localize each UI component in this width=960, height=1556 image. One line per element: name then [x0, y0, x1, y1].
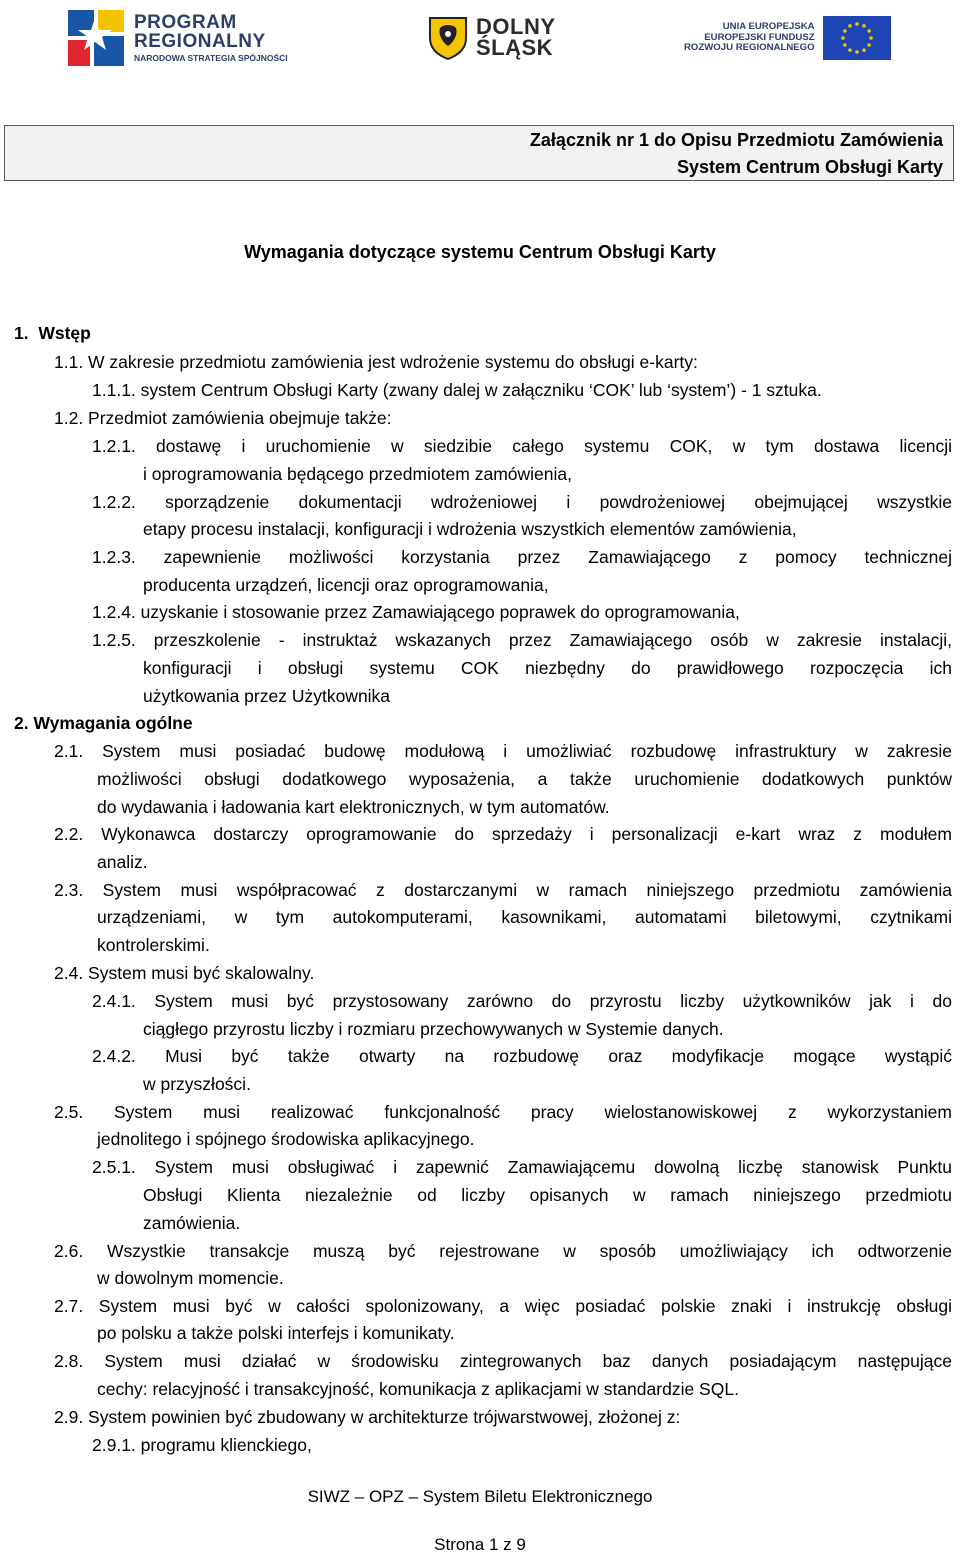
logo-text-ue: UNIA EUROPEJSKA: [722, 21, 815, 33]
logo-text-slask: ŚLĄSK: [476, 35, 554, 60]
text-line: kontrolerskimi.: [97, 935, 210, 955]
logo-text-regionalny: REGIONALNY: [134, 31, 266, 53]
text-line: po polsku a także polski interfejs i komunikaty.: [97, 1323, 455, 1343]
text-line: urządzeniami, w tym autokomputerami, kasownikami, automatami biletowymi, czytnikami: [97, 907, 952, 927]
footer-page-number: Strona 1 z 9: [434, 1535, 526, 1554]
text-line: 1.1. W zakresie przedmiotu zamówienia jest wdrożenie systemu do obsługi e-karty:: [54, 352, 698, 372]
eu-logo: [684, 16, 891, 60]
text-line: 2.5. System musi realizować funkcjonalność pracy wielostanowiskowej z wykorzystaniem: [54, 1102, 952, 1122]
text-line: 1.2. Przedmiot zamówienia obejmuje także:: [54, 408, 392, 428]
text-line: 2.4. System musi być skalowalny.: [54, 963, 315, 983]
text-line: ciągłego przyrostu liczby i rozmiaru przechowywanych w Systemie danych.: [143, 1019, 724, 1039]
text-line: do wydawania i ładowania kart elektronicznych, w tym automatów.: [97, 797, 610, 817]
text-line: w przyszłości.: [143, 1074, 251, 1094]
text-line: 1.2.5. przeszkolenie - instruktaż wskazanych przez Zamawiającego osób w zakresie instalacji,: [92, 630, 952, 650]
text-line: 2.1. System musi posiadać budowę modułową i umożliwiać rozbudowę infrastruktury w zakresie: [54, 741, 952, 761]
text-line: użytkowania przez Użytkownika: [143, 686, 391, 706]
logo-text-rr: ROZWOJU REGIONALNEGO: [684, 42, 815, 54]
text-line: 1. Wstęp: [14, 323, 91, 343]
eu-flag-icon: [823, 16, 891, 60]
logo-bar: [0, 6, 960, 72]
header-annex-title: Załącznik nr 1 do Opisu Przedmiotu Zamówienia: [529, 130, 943, 150]
text-line: 1.2.2. sporządzenie dokumentacji wdrożeniowej i powdrożeniowej obejmującej wszystkie: [92, 492, 952, 512]
text-line: etapy procesu instalacji, konfiguracji i wdrożenia wszystkich elementów zamówienia,: [143, 519, 797, 539]
text-line: Obsługi Klienta niezależnie od liczby opisanych w ramach niniejszego przedmiotu: [143, 1185, 952, 1205]
text-line: 1.1.1. system Centrum Obsługi Karty (zwany dalej w załączniku ‘COK’ lub ‘system’) - 1 sztuka.: [92, 380, 822, 400]
text-line: zamówienia.: [143, 1213, 241, 1233]
text-line: w dowolnym momencie.: [97, 1268, 284, 1288]
text-line: 2.3. System musi współpracować z dostarczanymi w ramach niniejszego przedmiotu zamówienia: [54, 880, 952, 900]
logo-text-efrr: EUROPEJSKI FUNDUSZ: [704, 31, 815, 43]
logo-text-nss: NARODOWA STRATEGIA SPÓJNOŚCI: [134, 53, 288, 64]
text-line: możliwości obsługi dodatkowego wyposażenia, a także uruchomienie dodatkowych punktów: [97, 769, 952, 789]
text-line: i oprogramowania będącego przedmiotem zamówienia,: [143, 464, 572, 484]
text-line: 1.2.1. dostawę i uruchomienie w siedzibie całego systemu COK, w tym dostawa licencji: [92, 436, 952, 456]
text-line: 2.7. System musi być w całości spolonizowany, a więc posiadać polskie znaki i instrukcję obsługi: [54, 1296, 952, 1316]
document-header-box: [4, 125, 954, 181]
header-system-name: System Centrum Obsługi Karty: [676, 157, 943, 177]
text-line: jednolitego i spójnego środowiska aplikacyjnego.: [97, 1129, 475, 1149]
text-line: 2.9.1. programu klienckiego,: [92, 1435, 312, 1455]
program-regionalny-logo: [64, 6, 288, 70]
star-emblem-icon: [64, 6, 126, 70]
text-line: cechy: relacyjność i transakcyjność, komunikacja z aplikacjami w standardzie SQL.: [97, 1379, 739, 1399]
text-line: producenta urządzeń, licencji oraz oprogramowania,: [143, 575, 549, 595]
text-line: 2.4.1. System musi być przystosowany zarówno do przyrostu liczby użytkowników jak i do: [92, 991, 952, 1011]
logo-text-dolny: DOLNY: [476, 14, 556, 40]
text-line: 2.9. System powinien być zbudowany w architekturze trójwarstwowej, złożonej z:: [54, 1407, 681, 1427]
text-line: 2.6. Wszystkie transakcje muszą być rejestrowane w sposób umożliwiający ich odtworzenie: [54, 1241, 952, 1261]
logo-text-program: PROGRAM: [134, 12, 237, 34]
document-title: Wymagania dotyczące systemu Centrum Obsługi Karty: [244, 242, 716, 262]
text-line: 2. Wymagania ogólne: [14, 713, 193, 733]
text-line: 1.2.4. uzyskanie i stosowanie przez Zamawiającego poprawek do oprogramowania,: [92, 602, 740, 622]
text-line: 2.5.1. System musi obsługiwać i zapewnić Zamawiającemu dowolną liczbę stanowisk Punktu: [92, 1157, 952, 1177]
text-line: analiz.: [97, 852, 148, 872]
text-line: 2.8. System musi działać w środowisku zintegrowanych baz danych posiadającym następujące: [54, 1351, 952, 1371]
text-line: 1.2.3. zapewnienie możliwości korzystania przez Zamawiającego z pomocy technicznej: [92, 547, 952, 567]
text-line: 2.4.2. Musi być także otwarty na rozbudowę oraz modyfikacje mogące wystąpić: [92, 1046, 952, 1066]
coat-of-arms-icon: [428, 16, 468, 60]
text-line: konfiguracji i obsługi systemu COK niezbędny do prawidłowego rozpoczęcia ich: [143, 658, 952, 678]
text-line: 2.2. Wykonawca dostarczy oprogramowanie do sprzedaży i personalizacji e-kart wraz z modułem: [54, 824, 952, 844]
dolny-slask-logo: [428, 16, 556, 60]
footer-document-name: SIWZ – OPZ – System Biletu Elektronicznego: [307, 1487, 653, 1506]
